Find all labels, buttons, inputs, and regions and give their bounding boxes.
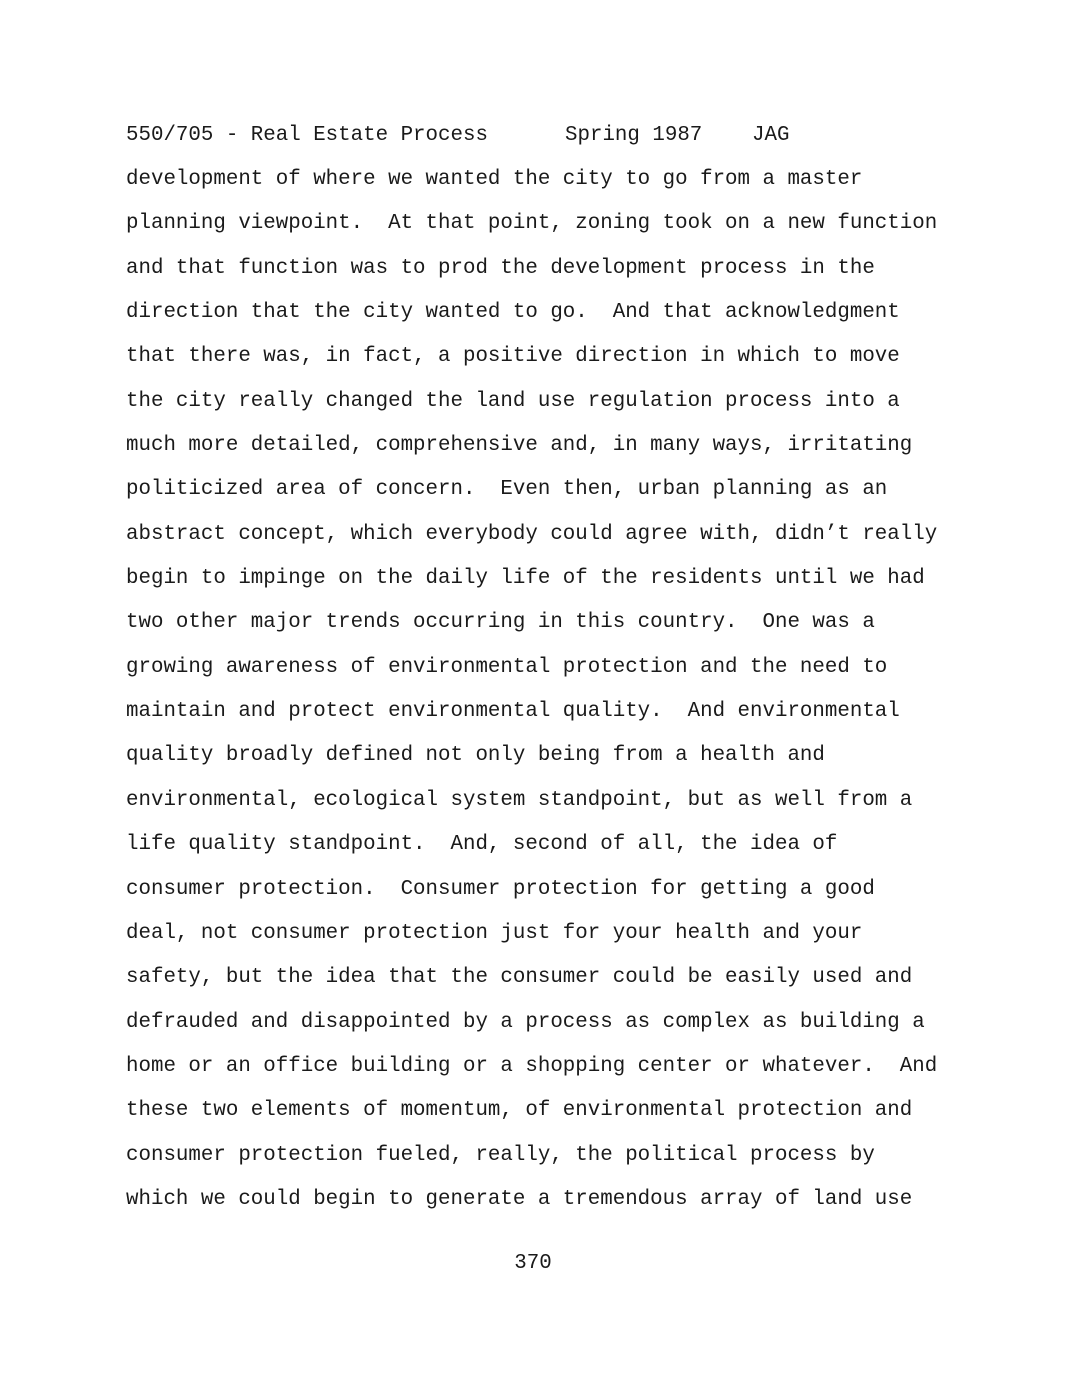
text-line: direction that the city wanted to go. And that acknowledgment [126,301,900,325]
text-line: environmental, ecological system standpoint, but as well from a [126,788,913,812]
course-title: 550/705 - Real Estate Process [126,124,488,147]
term-label: Spring 1987 [565,124,703,147]
transcript-body [126,166,966,1230]
text-line: safety, but the idea that the consumer could be easily used and [126,966,913,990]
text-line: consumer protection fueled, really, the political process by [126,1143,875,1167]
text-line: planning viewpoint. At that point, zoning took on a new function [126,212,938,236]
text-line: which we could begin to generate a tremendous array of land use [126,1187,913,1211]
text-line: two other major trends occurring in this country. One was a [126,611,875,635]
text-line: much more detailed, comprehensive and, in many ways, irritating [126,434,913,458]
text-line: deal, not consumer protection just for your health and your [126,921,863,945]
text-line: consumer protection. Consumer protection for getting a good [126,877,875,901]
text-line: defrauded and disappointed by a process as complex as building a [126,1010,925,1034]
text-line: that there was, in fact, a positive direction in which to move [126,345,900,369]
text-line: begin to impinge on the daily life of the residents until we had [126,567,925,591]
text-line: politicized area of concern. Even then, urban planning as an [126,478,888,502]
text-line: and that function was to prod the development process in the [126,256,875,280]
text-line: growing awareness of environmental protection and the need to [126,655,888,679]
text-line: these two elements of momentum, of environmental protection and [126,1099,913,1123]
text-line: home or an office building or a shopping center or whatever. And [126,1054,938,1078]
page-number: 370 [514,1252,552,1275]
text-line: life quality standpoint. And, second of all, the idea of [126,833,838,857]
author-initials: JAG [752,124,790,147]
text-line: abstract concept, which everybody could agree with, didn’t really [126,522,938,546]
text-line: the city really changed the land use regulation process into a [126,389,900,413]
text-line: maintain and protect environmental quality. And environmental [126,700,900,724]
running-header [126,122,789,150]
text-line: quality broadly defined not only being from a health and [126,744,825,768]
text-line: development of where we wanted the city to go from a master [126,168,863,191]
